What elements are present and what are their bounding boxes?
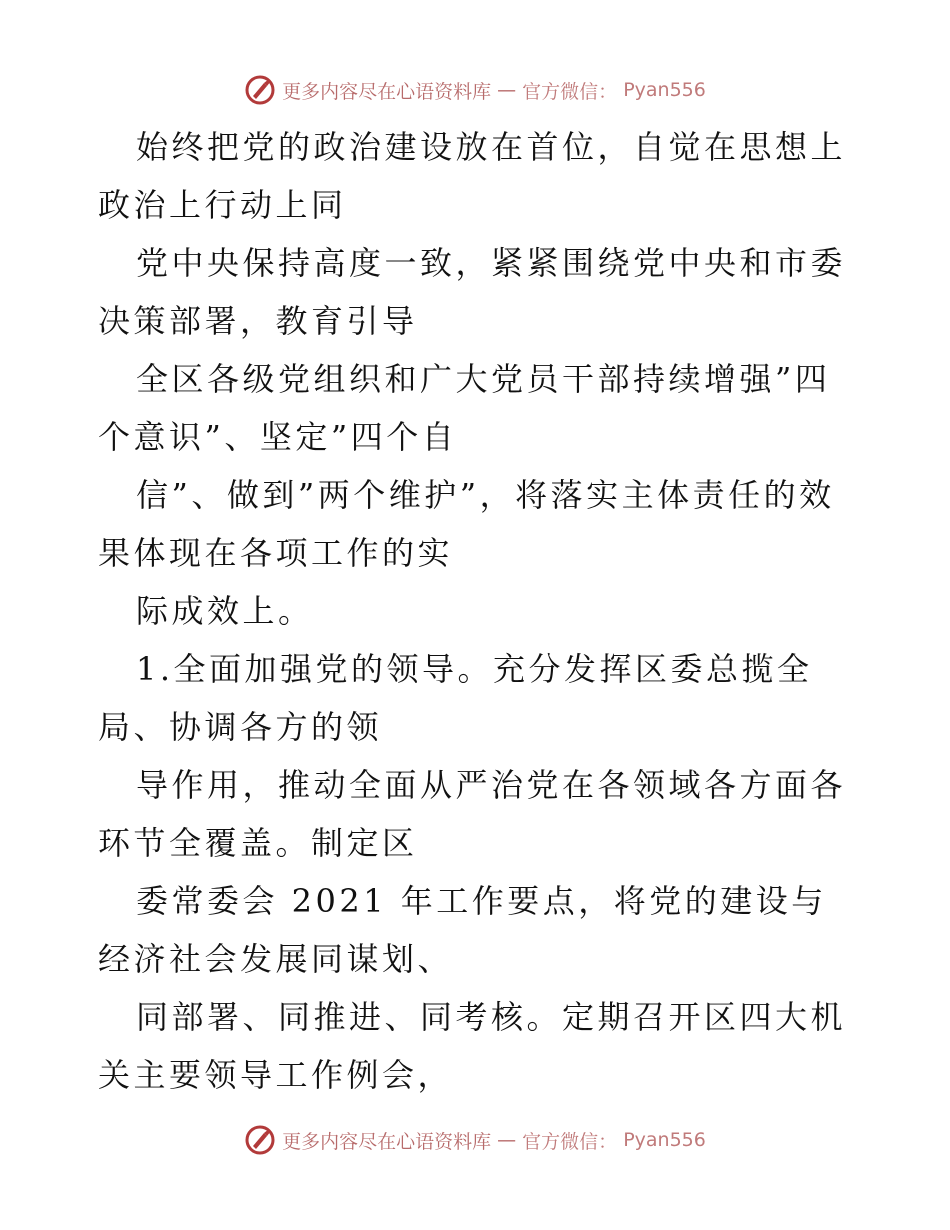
logo-icon	[244, 74, 276, 106]
watermark-wechat-label: 官方微信：	[522, 80, 618, 103]
body-line-9: 同部署、同推进、同考核。定期召开区四大机关主要领导工作例会，	[98, 998, 847, 1094]
body-line-7: 导作用，推动全面从严治党在各领域各方面各环节全覆盖。制定区	[98, 766, 847, 862]
watermark-text: 更多内容尽在心语资料库	[282, 80, 492, 103]
watermark-text: 更多内容尽在心语资料库	[282, 1130, 492, 1153]
body-line-5: 际成效上。	[136, 592, 314, 630]
watermark-separator: —	[497, 79, 517, 101]
watermark-wechat-id: Pyan556	[623, 1129, 706, 1151]
body-line-8: 委常委会 2021 年工作要点，将党的建设与经济社会发展同谋划、	[98, 882, 827, 978]
watermark-wechat-label: 官方微信：	[522, 1130, 618, 1153]
footer-watermark	[0, 1122, 950, 1158]
logo-icon	[244, 1124, 276, 1156]
body-line-1: 始终把党的政治建设放在首位，自觉在思想上政治上行动上同	[98, 128, 847, 224]
watermark-wechat-id: Pyan556	[623, 79, 706, 101]
body-line-3: 全区各级党组织和广大党员干部持续增强”四个意识”、坚定”四个自	[98, 360, 831, 456]
header-watermark	[0, 72, 950, 108]
body-line-2: 党中央保持高度一致，紧紧围绕党中央和市委决策部署，教育引导	[98, 244, 847, 340]
watermark-separator: —	[497, 1129, 517, 1151]
body-line-6: 1.全面加强党的领导。充分发挥区委总揽全局、协调各方的领	[98, 650, 813, 746]
body-line-4: 信”、做到”两个维护”，将落实主体责任的效果体现在各项工作的实	[98, 476, 835, 572]
document-body	[98, 118, 858, 1104]
